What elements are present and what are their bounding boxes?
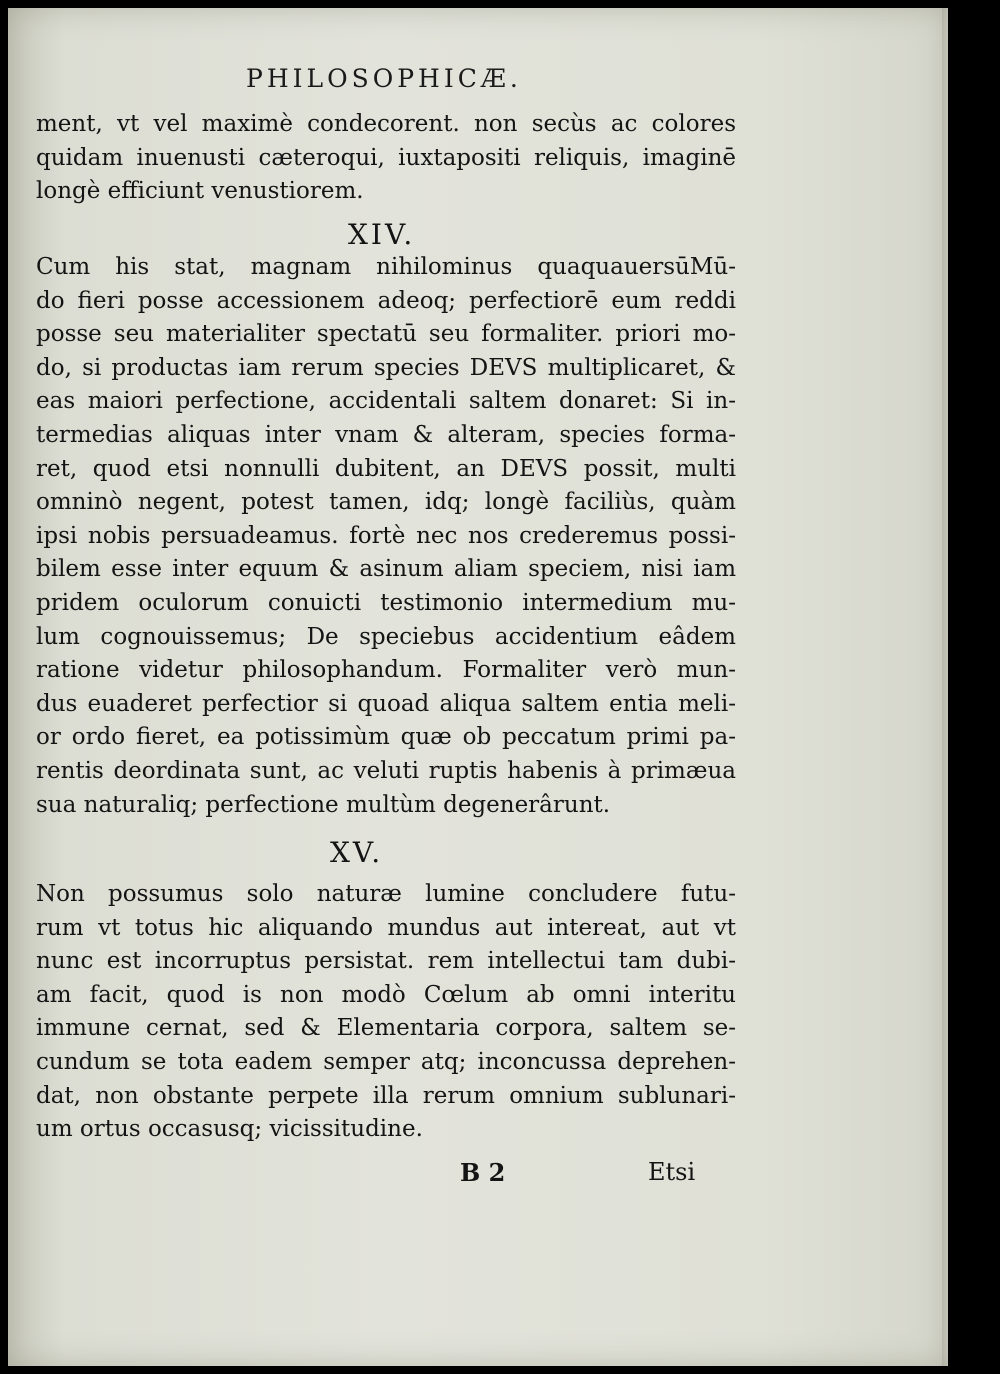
paragraph-section-14 <box>36 251 736 822</box>
text-line: cundum se tota eadem semper atq; inconcussa deprehen- <box>36 1048 736 1075</box>
text-line: nunc est incorruptus persistat. rem intellectui tam dubi- <box>36 948 736 975</box>
text-line: ment, vt vel maximè condecorent. non secùs ac colores <box>36 111 736 137</box>
catchword: Etsi <box>648 1158 696 1186</box>
section-number-14: XIV. <box>348 218 416 251</box>
text-line: Cum his stat, magnam nihilominus quaquauersūMū- <box>36 254 736 280</box>
text-line: posse seu materialiter spectatū seu formaliter. priori mo- <box>36 321 736 348</box>
text-line: or ordo fieret, ea potissimùm quæ ob peccatum primi pa- <box>36 724 736 751</box>
text-line: quidam inuenusti cæteroqui, iuxtapositi reliquis, imaginē <box>36 144 736 171</box>
section-number-15: XV. <box>330 836 384 869</box>
text-line: do, si productas iam rerum species DEVS multiplicaret, & <box>36 354 736 381</box>
book-page <box>8 8 948 1366</box>
text-line: um ortus occasusq; vicissitudine. <box>36 1116 423 1143</box>
text-line: bilem esse inter equum & asinum aliam speciem, nisi iam <box>36 556 736 583</box>
text-line: ratione videtur philosophandum. Formaliter verò mun- <box>36 657 736 684</box>
text-line: am facit, quod is non modò Cœlum ab omni interitu <box>36 981 736 1008</box>
text-line: sua naturaliq; perfectione multùm degenerârunt. <box>36 791 611 818</box>
text-line: do fieri posse accessionem adeoq; perfectiorē eum reddi <box>36 287 736 314</box>
text-line: omninò negent, potest tamen, idq; longè faciliùs, quàm <box>36 489 736 516</box>
text-line: termedias aliquas inter vnam & alteram, species forma- <box>36 421 736 448</box>
paragraph-section-15 <box>36 878 736 1147</box>
text-line: ret, quod etsi nonnulli dubitent, an DEVS possit, multi <box>36 455 736 482</box>
running-head: PHILOSOPHICÆ. <box>246 64 522 93</box>
text-line: pridem oculorum conuicti testimonio intermedium mu- <box>36 589 736 616</box>
signature-mark: B 2 <box>460 1158 506 1187</box>
text-line: dus euaderet perfectior si quoad aliqua saltem entia meli- <box>36 690 736 717</box>
text-line: immune cernat, sed & Elementaria corpora, saltem se- <box>36 1015 736 1042</box>
page-edge <box>942 8 948 1366</box>
text-line: dat, non obstante perpete illa rerum omnium sublunari- <box>36 1082 736 1109</box>
text-line: longè efficiunt venustiorem. <box>36 178 364 205</box>
text-line: ipsi nobis persuadeamus. fortè nec nos crederemus possi- <box>36 522 736 549</box>
text-line: lum cognouissemus; De speciebus accidentium eâdem <box>36 623 736 650</box>
paragraph-continuation <box>36 108 736 209</box>
text-line: rum vt totus hic aliquando mundus aut intereat, aut vt <box>36 914 736 941</box>
text-line: eas maiori perfectione, accidentali saltem donaret: Si in- <box>36 388 736 415</box>
text-line: rentis deordinata sunt, ac veluti ruptis habenis à primæua <box>36 757 736 784</box>
text-line: Non possumus solo naturæ lumine concludere futu- <box>36 881 736 907</box>
